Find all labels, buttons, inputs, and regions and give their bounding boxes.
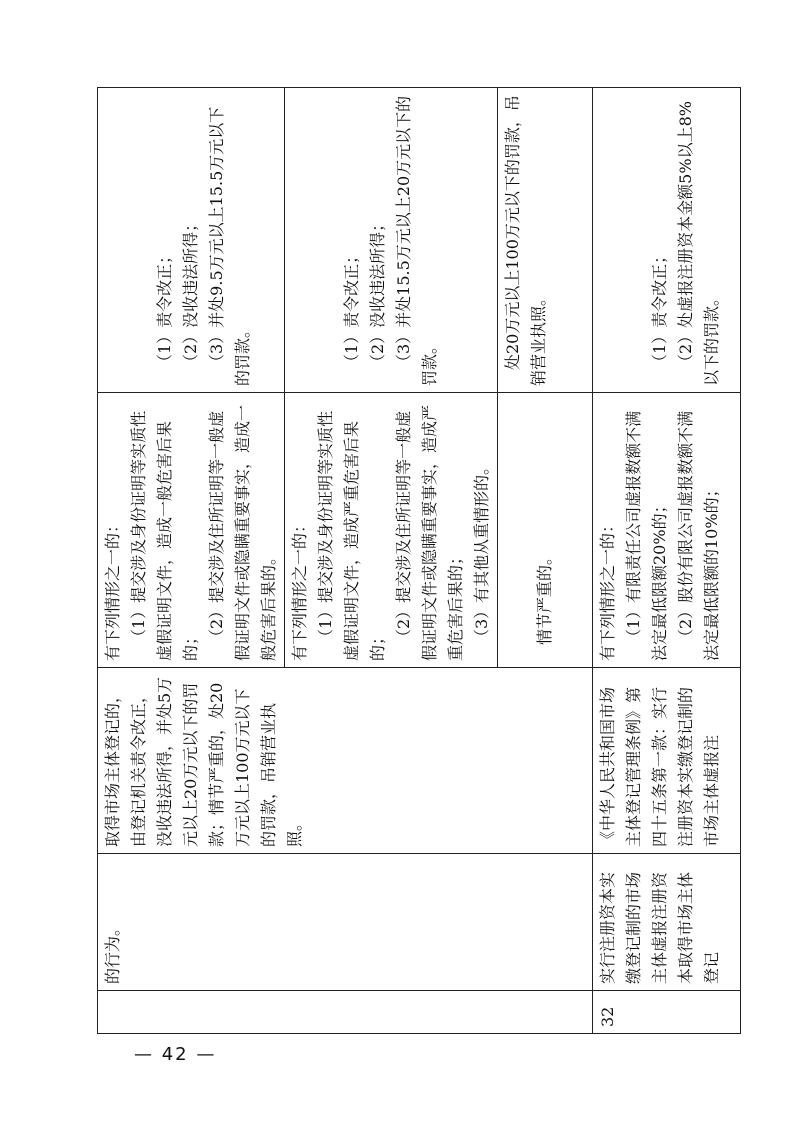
- penalty-basis-text: 《中华人民共和国市场主体登记管理条例》第四十五条第一款：实行注册资本实缴登记制的市场主体虚报注: [598, 686, 721, 847]
- circumstance-item: （2）股份有限公司虚报数额不满法定最低限额的10%的；: [676, 410, 721, 661]
- circumstance-item: （1）提交涉及身份证明等实质性虚假证明文件，造成一般危害后果的；: [129, 410, 200, 661]
- standard-cell: [593, 88, 741, 393]
- circumstance-item: （1）提交涉及身份证明等实质性虚假证明文件，造成严重危害后果的；: [316, 410, 387, 661]
- circumstance-item: （2）提交涉及住所证明等一般虚假证明文件或隐瞒重要事实，造成一般危害后果的。: [207, 404, 278, 661]
- circumstance-intro: 有下列情形之一的：: [290, 516, 309, 661]
- table-row: [593, 88, 741, 1034]
- behavior-cell: [593, 854, 741, 991]
- penalty-standards-table: [97, 87, 741, 1034]
- standard-item: （3）并处15.5万元以上20万元以下的罚款。: [394, 95, 439, 386]
- standard-cell: [498, 88, 593, 393]
- row-number-cell: [98, 991, 593, 1034]
- penalty-basis-cell: [593, 668, 741, 854]
- circumstance-item: （2）提交涉及住所证明等一般虚假证明文件或隐瞒重要事实，造成严重危害后果的；: [394, 404, 465, 661]
- standard-item: （2）没收违法所得；: [181, 215, 200, 370]
- behavior-cell: [98, 854, 593, 991]
- behavior-text: 的行为。: [103, 919, 122, 984]
- row-number: 32: [598, 1006, 617, 1027]
- penalty-basis-text: 取得市场主体登记的，由登记机关责令改正，没收违法所得，并处5万元以上20万元以下的罚款；情节严重的，处20万元以上100万元以下的罚款，吊销营业执照。: [103, 676, 304, 847]
- circumstance-intro: 有下列情形之一的：: [598, 516, 617, 661]
- circumstance-text: 情节严重的。: [535, 548, 554, 645]
- page-number: — 42 —: [134, 1044, 217, 1065]
- standard-item: （2）没收违法所得；: [368, 215, 387, 370]
- circumstance-cell: [98, 393, 285, 668]
- standard-item: （2）处虚报注册资本金额5%以上8%以下的罚款。: [676, 101, 721, 386]
- table-row: [98, 88, 285, 1034]
- standard-cell: [98, 88, 285, 393]
- standard-item: （1）责令改正；: [155, 247, 174, 370]
- rotated-table-area: [97, 88, 721, 1034]
- circumstance-cell: [498, 393, 593, 668]
- circumstance-item: （1）有限责任公司虚报数额不满法定最低限额20%的；: [624, 410, 669, 661]
- circumstance-item: （3）有其他从重情形的。: [472, 458, 491, 645]
- row-number-cell: [593, 991, 741, 1034]
- circumstance-intro: 有下列情形之一的：: [103, 516, 122, 661]
- behavior-text: 实行注册资本实缴登记制的市场主体虚报注册资本取得市场主体登记: [598, 871, 721, 984]
- standard-item: （1）责令改正；: [650, 247, 669, 370]
- penalty-basis-cell: [98, 668, 593, 854]
- circumstance-cell: [285, 393, 498, 668]
- standard-item: （3）并处9.5万元以上15.5万元以下的罚款。: [207, 106, 252, 386]
- standard-cell: [285, 88, 498, 393]
- standard-item: （1）责令改正；: [342, 247, 361, 370]
- standard-text: 处20万元以上100万元以下的罚款，吊销营业执照。: [503, 95, 548, 386]
- circumstance-cell: [593, 393, 741, 668]
- table-rotation-frame: [97, 88, 721, 1034]
